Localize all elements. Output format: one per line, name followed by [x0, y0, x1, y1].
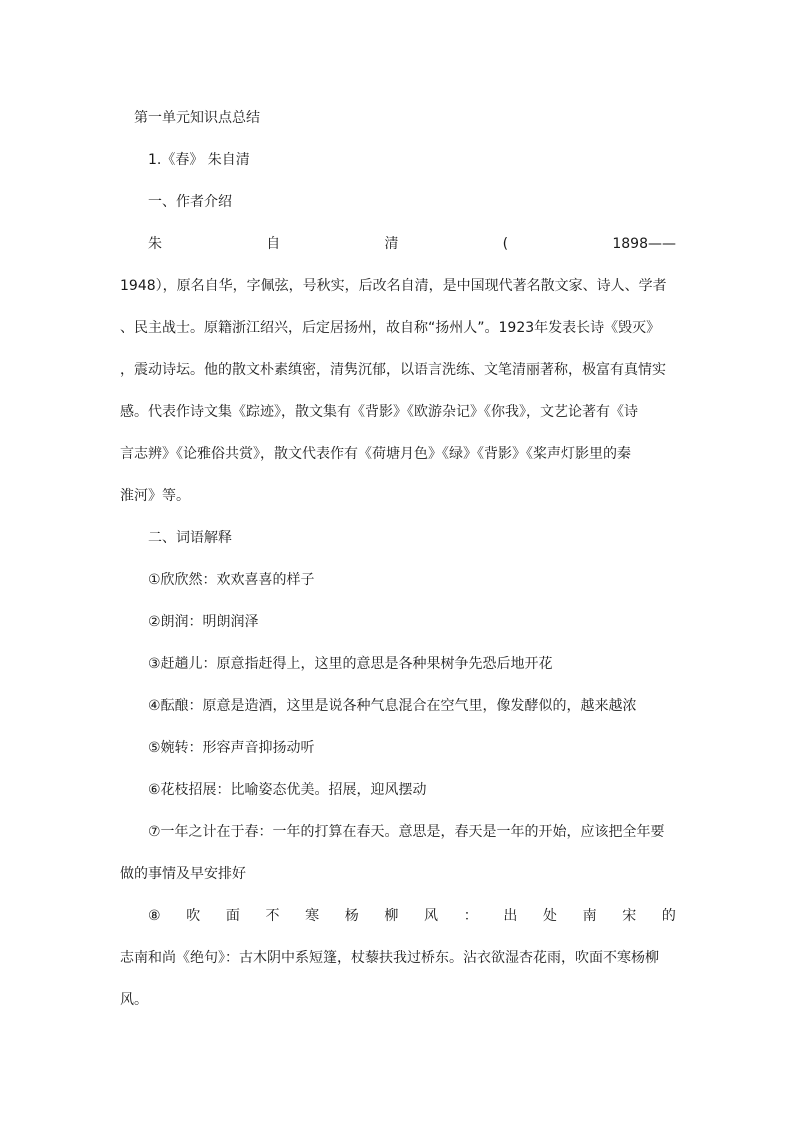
intro-first-line: [148, 234, 676, 254]
item8-char: 吹: [186, 908, 201, 924]
section-heading-author: 一、作者介绍: [148, 194, 232, 210]
vocab-item: ③赶趟儿：原意指赶得上，这里的意思是各种果树争先恐后地开花: [148, 656, 553, 672]
intro-line: 淮河》等。: [120, 488, 190, 504]
vocab-item-8-line: 志南和尚《绝句》：古木阴中系短篷，杖藜扶我过桥东。沾衣欲湿杏花雨，吹面不寒杨柳: [120, 950, 659, 966]
intro-line: 1948），原名自华，字佩弦，号秋实，后改名自清，是中国现代著名散文家、诗人、学者: [120, 278, 667, 294]
intro-line: 、民主战士。原籍浙江绍兴，后定居扬州，故自称“扬州人”。1923年发表长诗《毁灭》: [120, 320, 661, 336]
item8-char: 的: [661, 908, 676, 924]
doc-title: 第一单元知识点总结: [134, 110, 260, 126]
item8-char: 宋: [622, 908, 637, 924]
lesson-heading: 1.《春》 朱自清: [148, 152, 250, 168]
item8-char: ⑧: [148, 908, 161, 924]
vocab-item: ①欣欣然：欢欢喜喜的样子: [148, 572, 315, 588]
intro-line: 感。代表作诗文集《踪迹》，散文集有《背影》《欧游杂记》《你我》，文艺论著有《诗: [120, 404, 638, 420]
item8-char: 面: [225, 908, 240, 924]
vocab-item: ⑥花枝招展：比喻姿态优美。招展，迎风摆动: [148, 782, 427, 798]
intro-word: 1898——: [612, 236, 676, 252]
intro-word: 自: [266, 236, 281, 252]
item8-char: 柳: [384, 908, 399, 924]
section-heading-vocab: 二、词语解释: [148, 530, 232, 546]
intro-word: 朱: [148, 236, 162, 252]
item8-char: 不: [265, 908, 280, 924]
item8-char: ：: [463, 908, 478, 924]
vocab-item: ④酝酿：原意是造酒，这里是说各种气息混合在空气里，像发酵似的，越来越浓: [148, 698, 637, 714]
intro-line: 言志辨》《论雅俗共赏》，散文代表作有《荷塘月色》《绿》《背影》《桨声灯影里的秦: [120, 446, 631, 462]
intro-word: 清: [384, 236, 399, 252]
item8-char: 杨: [344, 908, 359, 924]
vocab-item-continuation: 做的事情及早安排好: [120, 866, 246, 882]
vocab-item-8-first-line: [148, 906, 676, 926]
vocab-item: ⑤婉转：形容声音抑扬动听: [148, 740, 315, 756]
item8-char: 处: [542, 908, 557, 924]
item8-char: 南: [582, 908, 597, 924]
vocab-item: ⑦一年之计在于春：一年的打算在春天。意思是，春天是一年的开始，应该把全年要: [148, 824, 665, 840]
intro-word: (: [502, 236, 509, 252]
vocab-item-8-line: 风。: [120, 992, 148, 1008]
item8-char: 风: [424, 908, 439, 924]
item8-char: 出: [503, 908, 518, 924]
intro-line: ，震动诗坛。他的散文朴素缜密，清隽沉郁，以语言洗练、文笔清丽著称，极富有真情实: [120, 362, 666, 378]
item8-char: 寒: [305, 908, 320, 924]
vocab-item: ②朗润：明朗润泽: [148, 614, 259, 630]
